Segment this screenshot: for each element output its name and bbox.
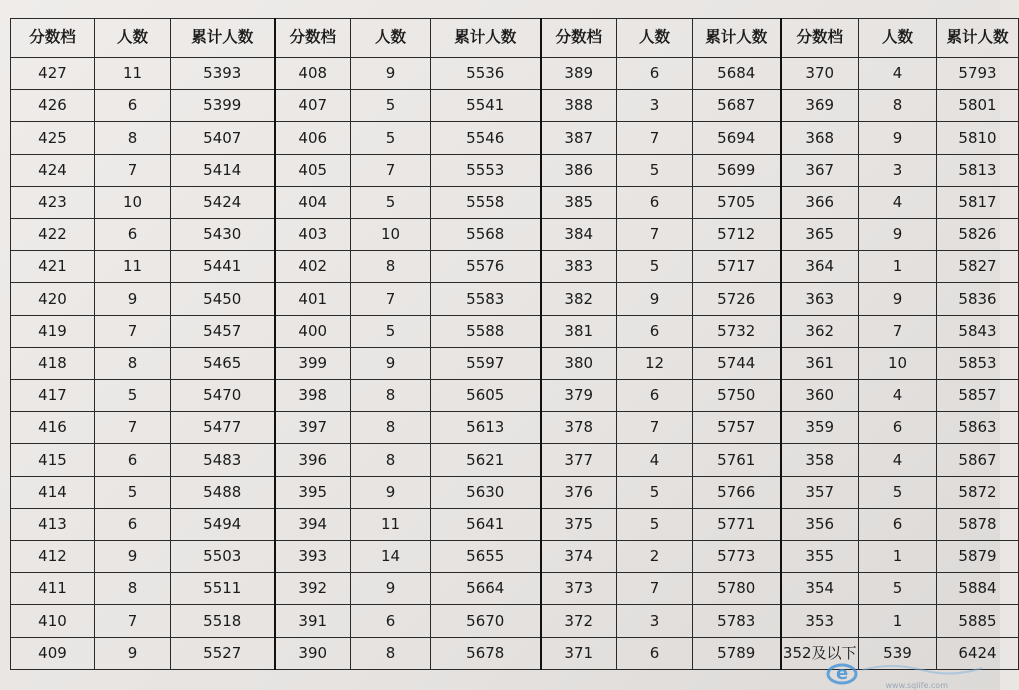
table-cell: 5470 bbox=[171, 380, 275, 412]
table-row bbox=[11, 508, 1019, 540]
table-cell: 5407 bbox=[171, 122, 275, 154]
table-cell: 5527 bbox=[171, 637, 275, 669]
table-cell: 6 bbox=[617, 380, 693, 412]
table-row bbox=[11, 380, 1019, 412]
table-cell: 5867 bbox=[937, 444, 1019, 476]
table-cell: 9 bbox=[859, 122, 937, 154]
table-row bbox=[11, 476, 1019, 508]
table-cell: 5771 bbox=[693, 508, 781, 540]
table-cell: 386 bbox=[541, 154, 617, 186]
table-cell: 5393 bbox=[171, 58, 275, 90]
table-cell: 5613 bbox=[431, 412, 541, 444]
table-cell: 7 bbox=[95, 154, 171, 186]
table-cell: 5568 bbox=[431, 219, 541, 251]
table-cell: 368 bbox=[781, 122, 859, 154]
table-cell: 372 bbox=[541, 605, 617, 637]
table-cell: 405 bbox=[275, 154, 351, 186]
table-cell: 377 bbox=[541, 444, 617, 476]
table-cell: 5801 bbox=[937, 90, 1019, 122]
table-cell: 9 bbox=[351, 58, 431, 90]
table-cell: 8 bbox=[351, 412, 431, 444]
table-cell: 413 bbox=[11, 508, 95, 540]
table-cell: 375 bbox=[541, 508, 617, 540]
table-cell: 426 bbox=[11, 90, 95, 122]
table-cell: 7 bbox=[95, 605, 171, 637]
table-cell: 5 bbox=[351, 315, 431, 347]
table-cell: 9 bbox=[859, 219, 937, 251]
table-cell: 5457 bbox=[171, 315, 275, 347]
table-cell: 371 bbox=[541, 637, 617, 669]
table-cell: 5424 bbox=[171, 186, 275, 218]
table-cell: 5885 bbox=[937, 605, 1019, 637]
table-cell: 7 bbox=[95, 412, 171, 444]
table-cell: 5863 bbox=[937, 412, 1019, 444]
table-cell: 5687 bbox=[693, 90, 781, 122]
table-cell: 5813 bbox=[937, 154, 1019, 186]
table-cell: 406 bbox=[275, 122, 351, 154]
table-cell: 5857 bbox=[937, 380, 1019, 412]
table-cell: 5558 bbox=[431, 186, 541, 218]
table-cell: 2 bbox=[617, 541, 693, 573]
column-header: 人数 bbox=[617, 19, 693, 58]
table-cell: 8 bbox=[95, 122, 171, 154]
table-cell: 425 bbox=[11, 122, 95, 154]
table-cell: 7 bbox=[95, 315, 171, 347]
table-cell: 394 bbox=[275, 508, 351, 540]
table-cell: 5810 bbox=[937, 122, 1019, 154]
table-cell: 417 bbox=[11, 380, 95, 412]
table-cell: 6 bbox=[95, 219, 171, 251]
table-cell: 5670 bbox=[431, 605, 541, 637]
table-cell: 4 bbox=[859, 444, 937, 476]
table-cell: 11 bbox=[95, 251, 171, 283]
column-header: 分数档 bbox=[11, 19, 95, 58]
table-cell: 5712 bbox=[693, 219, 781, 251]
column-header: 分数档 bbox=[781, 19, 859, 58]
column-header: 人数 bbox=[351, 19, 431, 58]
table-cell: 5 bbox=[617, 508, 693, 540]
table-cell: 6 bbox=[95, 508, 171, 540]
table-cell: 8 bbox=[351, 251, 431, 283]
table-cell: 5817 bbox=[937, 186, 1019, 218]
table-cell: 8 bbox=[351, 637, 431, 669]
table-cell: 400 bbox=[275, 315, 351, 347]
table-cell: 369 bbox=[781, 90, 859, 122]
column-header: 累计人数 bbox=[693, 19, 781, 58]
table-header-row bbox=[11, 19, 1019, 58]
table-cell: 403 bbox=[275, 219, 351, 251]
table-cell: 5780 bbox=[693, 573, 781, 605]
table-cell: 391 bbox=[275, 605, 351, 637]
table-cell: 352及以下 bbox=[781, 637, 859, 669]
table-cell: 5441 bbox=[171, 251, 275, 283]
table-cell: 5 bbox=[351, 122, 431, 154]
table-cell: 6424 bbox=[937, 637, 1019, 669]
table-cell: 407 bbox=[275, 90, 351, 122]
table-cell: 360 bbox=[781, 380, 859, 412]
table-cell: 539 bbox=[859, 637, 937, 669]
table-cell: 8 bbox=[351, 444, 431, 476]
table-cell: 397 bbox=[275, 412, 351, 444]
table-cell: 379 bbox=[541, 380, 617, 412]
table-cell: 5664 bbox=[431, 573, 541, 605]
table-row bbox=[11, 347, 1019, 379]
table-cell: 373 bbox=[541, 573, 617, 605]
table-cell: 6 bbox=[351, 605, 431, 637]
table-cell: 5766 bbox=[693, 476, 781, 508]
table-cell: 1 bbox=[859, 251, 937, 283]
table-cell: 6 bbox=[859, 412, 937, 444]
svg-text:e: e bbox=[836, 663, 849, 684]
table-cell: 5503 bbox=[171, 541, 275, 573]
table-cell: 8 bbox=[351, 380, 431, 412]
table-cell: 5 bbox=[95, 380, 171, 412]
table-cell: 1 bbox=[859, 605, 937, 637]
table-cell: 378 bbox=[541, 412, 617, 444]
table-cell: 9 bbox=[859, 283, 937, 315]
column-header: 累计人数 bbox=[171, 19, 275, 58]
table-cell: 409 bbox=[11, 637, 95, 669]
table-cell: 390 bbox=[275, 637, 351, 669]
table-cell: 5494 bbox=[171, 508, 275, 540]
table-cell: 11 bbox=[95, 58, 171, 90]
table-cell: 12 bbox=[617, 347, 693, 379]
table-cell: 5605 bbox=[431, 380, 541, 412]
table-cell: 362 bbox=[781, 315, 859, 347]
table-cell: 5699 bbox=[693, 154, 781, 186]
table-cell: 5761 bbox=[693, 444, 781, 476]
table-cell: 5750 bbox=[693, 380, 781, 412]
table-cell: 411 bbox=[11, 573, 95, 605]
table-cell: 382 bbox=[541, 283, 617, 315]
table-cell: 416 bbox=[11, 412, 95, 444]
table-cell: 3 bbox=[617, 605, 693, 637]
table-body bbox=[11, 58, 1019, 670]
table-cell: 5430 bbox=[171, 219, 275, 251]
table-cell: 415 bbox=[11, 444, 95, 476]
table-cell: 10 bbox=[859, 347, 937, 379]
table-cell: 5630 bbox=[431, 476, 541, 508]
table-cell: 5414 bbox=[171, 154, 275, 186]
table-cell: 5678 bbox=[431, 637, 541, 669]
table-cell: 8 bbox=[859, 90, 937, 122]
table-cell: 6 bbox=[617, 186, 693, 218]
table-cell: 5773 bbox=[693, 541, 781, 573]
table-cell: 398 bbox=[275, 380, 351, 412]
table-cell: 376 bbox=[541, 476, 617, 508]
table-cell: 414 bbox=[11, 476, 95, 508]
table-cell: 5826 bbox=[937, 219, 1019, 251]
table-cell: 7 bbox=[617, 573, 693, 605]
table-row bbox=[11, 122, 1019, 154]
table-cell: 5717 bbox=[693, 251, 781, 283]
table-cell: 401 bbox=[275, 283, 351, 315]
table-cell: 363 bbox=[781, 283, 859, 315]
table-cell: 6 bbox=[95, 444, 171, 476]
table-cell: 3 bbox=[859, 154, 937, 186]
table-cell: 5541 bbox=[431, 90, 541, 122]
table-cell: 367 bbox=[781, 154, 859, 186]
table-cell: 5705 bbox=[693, 186, 781, 218]
table-cell: 5827 bbox=[937, 251, 1019, 283]
table-cell: 9 bbox=[95, 637, 171, 669]
table-cell: 7 bbox=[351, 154, 431, 186]
column-header: 人数 bbox=[859, 19, 937, 58]
table-cell: 6 bbox=[617, 315, 693, 347]
table-cell: 410 bbox=[11, 605, 95, 637]
table-cell: 5843 bbox=[937, 315, 1019, 347]
table-cell: 5 bbox=[617, 476, 693, 508]
table-cell: 353 bbox=[781, 605, 859, 637]
table-cell: 5744 bbox=[693, 347, 781, 379]
table-cell: 6 bbox=[859, 508, 937, 540]
table-cell: 5789 bbox=[693, 637, 781, 669]
column-header: 分数档 bbox=[275, 19, 351, 58]
table-row bbox=[11, 605, 1019, 637]
table-cell: 10 bbox=[351, 219, 431, 251]
table-row bbox=[11, 573, 1019, 605]
table-cell: 370 bbox=[781, 58, 859, 90]
table-cell: 381 bbox=[541, 315, 617, 347]
table-cell: 427 bbox=[11, 58, 95, 90]
table-cell: 5399 bbox=[171, 90, 275, 122]
table-cell: 7 bbox=[617, 122, 693, 154]
column-header: 累计人数 bbox=[937, 19, 1019, 58]
table-cell: 418 bbox=[11, 347, 95, 379]
table-cell: 5576 bbox=[431, 251, 541, 283]
table-cell: 7 bbox=[617, 219, 693, 251]
table-cell: 5450 bbox=[171, 283, 275, 315]
table-cell: 5 bbox=[351, 186, 431, 218]
table-cell: 7 bbox=[859, 315, 937, 347]
table-cell: 357 bbox=[781, 476, 859, 508]
table-row bbox=[11, 541, 1019, 573]
table-cell: 5884 bbox=[937, 573, 1019, 605]
table-cell: 5 bbox=[859, 476, 937, 508]
table-cell: 5655 bbox=[431, 541, 541, 573]
table-cell: 388 bbox=[541, 90, 617, 122]
table-cell: 396 bbox=[275, 444, 351, 476]
table-row bbox=[11, 186, 1019, 218]
table-cell: 383 bbox=[541, 251, 617, 283]
table-cell: 5536 bbox=[431, 58, 541, 90]
table-cell: 365 bbox=[781, 219, 859, 251]
table-row bbox=[11, 283, 1019, 315]
table-cell: 389 bbox=[541, 58, 617, 90]
table-cell: 5477 bbox=[171, 412, 275, 444]
table-cell: 399 bbox=[275, 347, 351, 379]
table-cell: 5836 bbox=[937, 283, 1019, 315]
table-row bbox=[11, 315, 1019, 347]
table-cell: 9 bbox=[95, 283, 171, 315]
table-cell: 5757 bbox=[693, 412, 781, 444]
table-cell: 358 bbox=[781, 444, 859, 476]
table-cell: 419 bbox=[11, 315, 95, 347]
table-cell: 5 bbox=[859, 573, 937, 605]
table-cell: 14 bbox=[351, 541, 431, 573]
table-cell: 11 bbox=[351, 508, 431, 540]
table-cell: 9 bbox=[351, 476, 431, 508]
table-cell: 361 bbox=[781, 347, 859, 379]
table-cell: 5 bbox=[95, 476, 171, 508]
table-cell: 422 bbox=[11, 219, 95, 251]
table-cell: 387 bbox=[541, 122, 617, 154]
table-cell: 1 bbox=[859, 541, 937, 573]
column-header: 人数 bbox=[95, 19, 171, 58]
table-cell: 366 bbox=[781, 186, 859, 218]
table-cell: 423 bbox=[11, 186, 95, 218]
table-cell: 355 bbox=[781, 541, 859, 573]
table-cell: 5793 bbox=[937, 58, 1019, 90]
table-cell: 393 bbox=[275, 541, 351, 573]
table-cell: 359 bbox=[781, 412, 859, 444]
table-cell: 424 bbox=[11, 154, 95, 186]
table-cell: 9 bbox=[617, 283, 693, 315]
table-row bbox=[11, 444, 1019, 476]
table-cell: 4 bbox=[617, 444, 693, 476]
table-cell: 7 bbox=[617, 412, 693, 444]
watermark-url: www.sqlife.com bbox=[885, 681, 948, 690]
table-cell: 5488 bbox=[171, 476, 275, 508]
table-cell: 412 bbox=[11, 541, 95, 573]
table-cell: 5726 bbox=[693, 283, 781, 315]
table-cell: 5621 bbox=[431, 444, 541, 476]
table-cell: 5732 bbox=[693, 315, 781, 347]
table-cell: 356 bbox=[781, 508, 859, 540]
table-row bbox=[11, 90, 1019, 122]
table-cell: 384 bbox=[541, 219, 617, 251]
table-cell: 9 bbox=[95, 541, 171, 573]
table-cell: 5879 bbox=[937, 541, 1019, 573]
table-cell: 10 bbox=[95, 186, 171, 218]
table-cell: 392 bbox=[275, 573, 351, 605]
table-cell: 5518 bbox=[171, 605, 275, 637]
table-cell: 364 bbox=[781, 251, 859, 283]
table-cell: 402 bbox=[275, 251, 351, 283]
table-cell: 7 bbox=[351, 283, 431, 315]
table-cell: 5853 bbox=[937, 347, 1019, 379]
table-cell: 5597 bbox=[431, 347, 541, 379]
table-row bbox=[11, 58, 1019, 90]
table-cell: 5 bbox=[617, 251, 693, 283]
table-cell: 6 bbox=[617, 58, 693, 90]
table-cell: 6 bbox=[617, 637, 693, 669]
table-cell: 5783 bbox=[693, 605, 781, 637]
table-cell: 420 bbox=[11, 283, 95, 315]
table-cell: 404 bbox=[275, 186, 351, 218]
table-cell: 5546 bbox=[431, 122, 541, 154]
table-cell: 5684 bbox=[693, 58, 781, 90]
table-cell: 408 bbox=[275, 58, 351, 90]
table-row bbox=[11, 251, 1019, 283]
table-row bbox=[11, 219, 1019, 251]
table-cell: 5694 bbox=[693, 122, 781, 154]
table-cell: 5641 bbox=[431, 508, 541, 540]
table-row bbox=[11, 154, 1019, 186]
table-cell: 395 bbox=[275, 476, 351, 508]
table-cell: 5588 bbox=[431, 315, 541, 347]
table-cell: 5465 bbox=[171, 347, 275, 379]
table-cell: 421 bbox=[11, 251, 95, 283]
table-cell: 5483 bbox=[171, 444, 275, 476]
table-cell: 9 bbox=[351, 347, 431, 379]
table-cell: 380 bbox=[541, 347, 617, 379]
table-cell: 8 bbox=[95, 347, 171, 379]
table-cell: 5553 bbox=[431, 154, 541, 186]
table-cell: 4 bbox=[859, 58, 937, 90]
table-cell: 5 bbox=[617, 154, 693, 186]
table-cell: 5878 bbox=[937, 508, 1019, 540]
column-header: 累计人数 bbox=[431, 19, 541, 58]
table-cell: 374 bbox=[541, 541, 617, 573]
table-cell: 385 bbox=[541, 186, 617, 218]
table-cell: 5583 bbox=[431, 283, 541, 315]
table-cell: 3 bbox=[617, 90, 693, 122]
column-header: 分数档 bbox=[541, 19, 617, 58]
score-distribution-table bbox=[10, 18, 1019, 670]
table-cell: 6 bbox=[95, 90, 171, 122]
table-cell: 9 bbox=[351, 573, 431, 605]
table-cell: 354 bbox=[781, 573, 859, 605]
table-cell: 8 bbox=[95, 573, 171, 605]
table-cell: 4 bbox=[859, 186, 937, 218]
table-cell: 5872 bbox=[937, 476, 1019, 508]
table-cell: 5511 bbox=[171, 573, 275, 605]
table-row bbox=[11, 412, 1019, 444]
table-cell: 5 bbox=[351, 90, 431, 122]
table-cell: 4 bbox=[859, 380, 937, 412]
